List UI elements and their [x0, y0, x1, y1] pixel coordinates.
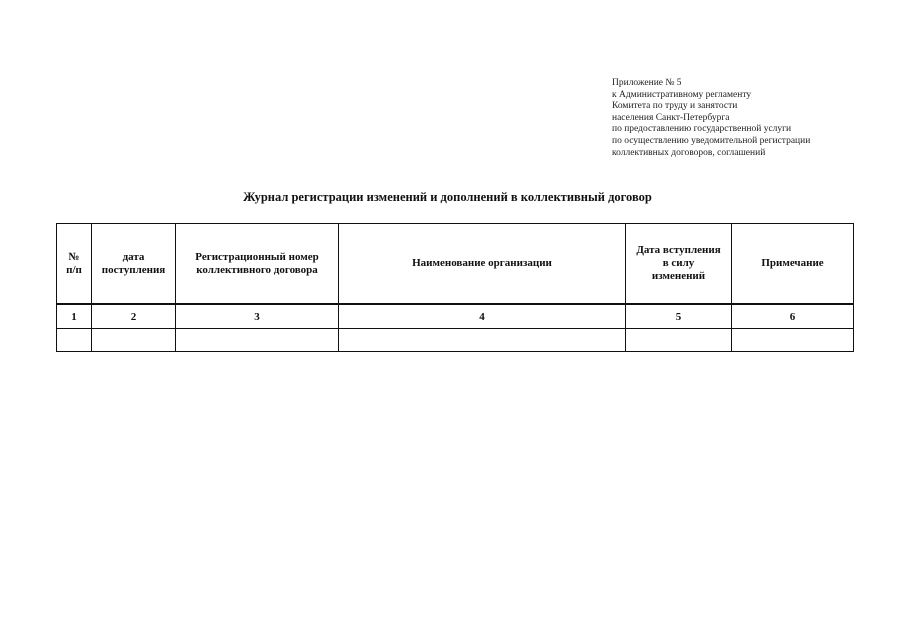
- register-table: [56, 223, 854, 352]
- appendix-line: по предоставлению государственной услуги: [612, 124, 792, 135]
- table-cell: [92, 329, 176, 352]
- appendix-line: к Административному регламенту: [612, 89, 752, 100]
- appendix-note: [612, 78, 872, 159]
- table-cell: [57, 329, 92, 352]
- document-title: Журнал регистрации изменений и дополнений в коллективный договор: [243, 190, 652, 204]
- column-number: 1: [57, 304, 92, 329]
- column-number: 2: [92, 304, 176, 329]
- column-number: 3: [176, 304, 339, 329]
- table-cell: [626, 329, 732, 352]
- column-number: 6: [732, 304, 854, 329]
- header-organization-name: Наименование организации: [339, 224, 626, 305]
- header-effective-date: Дата вступления в силу изменений: [626, 224, 732, 305]
- table-cell: [732, 329, 854, 352]
- table-row: [57, 329, 854, 352]
- column-number: 4: [339, 304, 626, 329]
- appendix-line: коллективных договоров, соглашений: [612, 147, 766, 158]
- header-registration-number: Регистрационный номер коллективного договора: [176, 224, 339, 305]
- table-cell: [339, 329, 626, 352]
- header-note: Примечание: [732, 224, 854, 305]
- column-number-row: [57, 304, 854, 329]
- appendix-line: населения Санкт-Петербурга: [612, 112, 730, 123]
- appendix-line: по осуществлению уведомительной регистрации: [612, 135, 811, 146]
- table-header-row: [57, 224, 854, 305]
- column-number: 5: [626, 304, 732, 329]
- appendix-line: Комитета по труду и занятости: [612, 101, 738, 112]
- appendix-line: Приложение № 5: [612, 78, 682, 88]
- header-date-received: дата поступления: [92, 224, 176, 305]
- table-cell: [176, 329, 339, 352]
- header-number: № п/п: [57, 224, 92, 305]
